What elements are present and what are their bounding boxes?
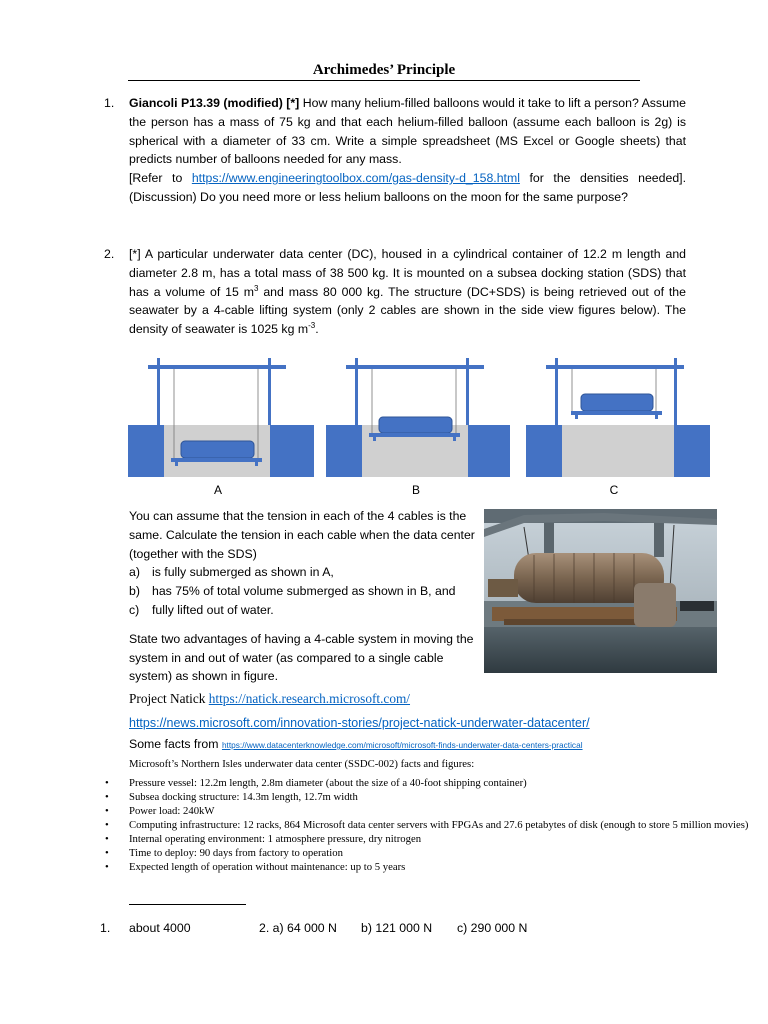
- advantages-question: State two advantages of having a 4-cable system in moving the system in and out of water (as compared to a single cable system) as shown in figure.: [129, 631, 474, 684]
- project-natick-line: [129, 690, 410, 708]
- diagram-b: [326, 358, 510, 477]
- fact-text: Expected length of operation without maintenance: up to 5 years: [129, 861, 406, 873]
- natick-research-link[interactable]: https://natick.research.microsoft.com/: [208, 691, 411, 706]
- diagram-c: [526, 358, 710, 477]
- fact-text: Subsea docking structure: 14.3m length, 12.7m width: [129, 791, 358, 803]
- bullet-icon: •: [105, 791, 109, 803]
- refer-suffix: for the densities needed]. (Discussion) Do you need more or less helium balloons on the moon for the same purpose?: [129, 171, 686, 204]
- superscript-neg3: -3: [308, 321, 316, 331]
- gas-density-link[interactable]: https://www.engineeringtoolbox.com/gas-density-d_158.html: [191, 171, 520, 186]
- part-b: [129, 582, 477, 601]
- question-1-number: 1.: [104, 96, 115, 110]
- facts-label: Some facts from: [129, 737, 222, 751]
- question-2: [104, 245, 686, 339]
- period: .: [315, 322, 319, 337]
- diagram-label-b: B: [411, 483, 421, 497]
- part-b-key: b): [129, 584, 140, 599]
- part-b-text: has 75% of total volume submerged as shown in B, and: [152, 584, 456, 599]
- project-natick-label: Project Natick: [129, 691, 209, 706]
- part-c-key: c): [129, 602, 140, 617]
- facts-list: [105, 776, 748, 874]
- bullet-icon: •: [105, 861, 109, 873]
- list-item: [105, 832, 748, 846]
- superscript-3: 3: [253, 283, 259, 293]
- bullet-icon: •: [105, 847, 109, 859]
- isles-heading: Microsoft’s Northern Isles underwater data center (SSDC-002) facts and figures:: [129, 758, 475, 770]
- datacenterknowledge-link[interactable]: https://www.datacenterknowledge.com/microsoft/microsoft-finds-underwater-data-centers-practical: [221, 740, 583, 750]
- part-a-text: is fully submerged as shown in A,: [152, 565, 334, 580]
- bullet-icon: •: [105, 819, 109, 831]
- question-1-text: How many helium-filled balloons would it take to lift a person? Assume the person has a mass of 75 kg and that each helium-filled balloon (assume each balloon is 2g) is spherical with a diameter of 33 cm. Write a simple spreadsheet (MS Excel or Google sheets) that predicts number of balloons needed for any mass.: [129, 96, 686, 167]
- question-1-reference: Giancoli P13.39 (modified) [*]: [129, 96, 300, 110]
- list-item: [105, 790, 748, 804]
- refer-prefix: [Refer to: [129, 171, 192, 186]
- fact-text: Computing infrastructure: 12 racks, 864 Microsoft data center servers with FPGAs and 27.6 petabytes of disk (enough to store 5 million movies): [129, 819, 749, 831]
- question-2-number: 2.: [104, 247, 115, 261]
- diagram-label-a: A: [213, 483, 223, 497]
- question-2-parts: [129, 507, 477, 686]
- bullet-icon: •: [105, 777, 109, 789]
- part-a-key: a): [129, 565, 140, 580]
- part-c-text: fully lifted out of water.: [152, 602, 274, 617]
- fact-text: Power load: 240kW: [129, 805, 215, 817]
- bullet-icon: •: [105, 833, 109, 845]
- diagram-a: [128, 358, 314, 477]
- answer-2c: c) 290 000 N: [457, 921, 528, 935]
- natick-news-link[interactable]: https://news.microsoft.com/innovation-stories/project-natick-underwater-datacenter/: [129, 716, 590, 730]
- list-item: [105, 804, 748, 818]
- tension-intro: You can assume that the tension in each of the 4 cables is the same. Calculate the tension in each cable when the data center (together with the SDS): [129, 509, 475, 561]
- part-a: [129, 563, 477, 582]
- answer-2a: 2. a) 64 000 N: [259, 921, 337, 935]
- question-1: [104, 94, 686, 207]
- list-item: [105, 860, 748, 874]
- list-item: [105, 818, 748, 832]
- question-2-text-a: [*] A particular underwater data center (DC), housed in a cylindrical container of 12.2 m length and diameter 2.8 m, has a total mass of 38 500 kg. It is mounted on a subsea docking station (SDS) that has a volume of 15 m: [129, 247, 686, 299]
- answer-2b: b) 121 000 N: [361, 921, 433, 935]
- news-link-line: [129, 714, 590, 732]
- lifting-diagrams: [128, 358, 712, 498]
- data-center-retrieval-photo: [484, 509, 717, 673]
- fact-text: Pressure vessel: 12.2m length, 2.8m diameter (about the size of a 40-foot shipping container): [129, 777, 527, 789]
- part-c: [129, 601, 477, 620]
- answer-1-number: 1.: [100, 921, 111, 935]
- answer-1: about 4000: [129, 921, 191, 935]
- facts-line: [129, 736, 583, 753]
- question-2-text-b: and mass 80 000 kg. The structure (DC+SDS) is being retrieved out of the seawater by a 4-cable lifting system (only 2 cables are shown in the side view figures below). The density of seawater is 1025 kg m: [129, 284, 686, 337]
- page-title: Archimedes’ Principle: [128, 60, 640, 81]
- list-item: [105, 846, 748, 860]
- fact-text: Time to deploy: 90 days from factory to operation: [129, 847, 343, 859]
- bullet-icon: •: [105, 805, 109, 817]
- diagram-label-c: C: [609, 483, 619, 497]
- footnote-divider: [129, 904, 246, 905]
- fact-text: Internal operating environment: 1 atmosphere pressure, dry nitrogen: [129, 833, 422, 845]
- list-item: [105, 776, 748, 790]
